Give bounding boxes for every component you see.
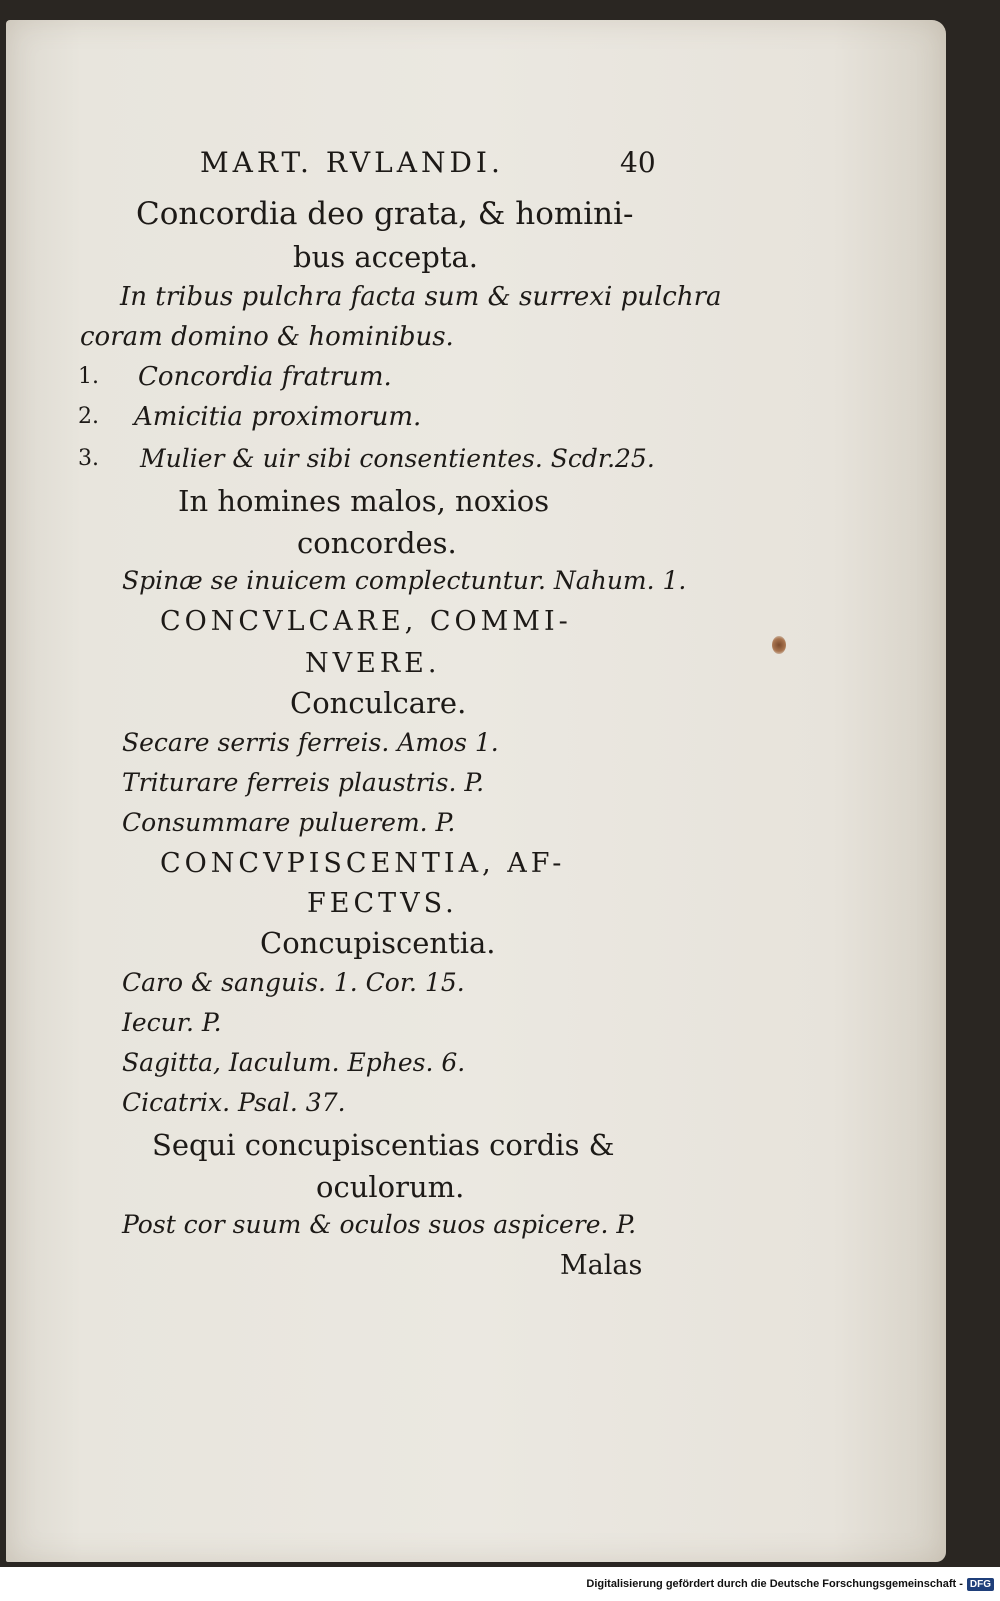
heading-line: Concordia deo grata, & homini- <box>136 196 634 232</box>
text-line: Sagitta, Iaculum. Ephes. 6. <box>122 1048 466 1077</box>
credit-text: Digitalisierung gefördert durch die Deutsche Forschungsgemeinschaft - <box>586 1578 963 1590</box>
heading-line: FECTVS. <box>307 888 458 919</box>
heading-line: oculorum. <box>316 1170 465 1204</box>
digitization-credit <box>0 1567 1000 1601</box>
text-line: Spinæ se inuicem complectuntur. Nahum. 1. <box>122 566 687 595</box>
text-line: In tribus pulchra facta sum & surrexi pulchra <box>120 282 722 312</box>
heading-line: Concupiscentia. <box>260 926 496 960</box>
heading-line: concordes. <box>297 526 457 560</box>
list-item: Amicitia proximorum. <box>134 402 422 432</box>
text-line: Caro & sanguis. 1. Cor. 15. <box>122 968 465 997</box>
text-line: coram domino & hominibus. <box>80 322 454 352</box>
catchword: Malas <box>560 1250 643 1281</box>
folio-number: 40 <box>620 146 656 179</box>
dfg-logo: DFG <box>967 1578 994 1591</box>
heading-line: NVERE. <box>305 648 441 679</box>
list-number: 3. <box>78 446 99 471</box>
list-item: Concordia fratrum. <box>138 362 392 392</box>
text-line: Cicatrix. Psal. 37. <box>122 1088 346 1117</box>
heading-line: In homines malos, noxios <box>178 484 550 518</box>
list-number: 2. <box>78 404 99 429</box>
ink-stain <box>772 636 786 654</box>
running-title: MART. RVLANDI. <box>200 146 504 179</box>
text-line: Post cor suum & oculos suos aspicere. P. <box>122 1210 637 1239</box>
text-line: Iecur. P. <box>122 1008 222 1037</box>
text-line: Secare serris ferreis. Amos 1. <box>122 728 499 757</box>
heading-line: CONCVPISCENTIA, AF- <box>160 848 566 879</box>
heading-line: Sequi concupiscentias cordis & <box>152 1128 615 1162</box>
text-line: Triturare ferreis plaustris. P. <box>122 768 485 797</box>
list-item: Mulier & uir sibi consentientes. Scdr.25. <box>140 444 655 473</box>
text-line: Consummare puluerem. P. <box>122 808 456 837</box>
heading-line: bus accepta. <box>293 240 479 274</box>
list-number: 1. <box>78 364 99 389</box>
heading-line: Conculcare. <box>290 686 467 720</box>
heading-line: CONCVLCARE, COMMI- <box>160 606 572 637</box>
